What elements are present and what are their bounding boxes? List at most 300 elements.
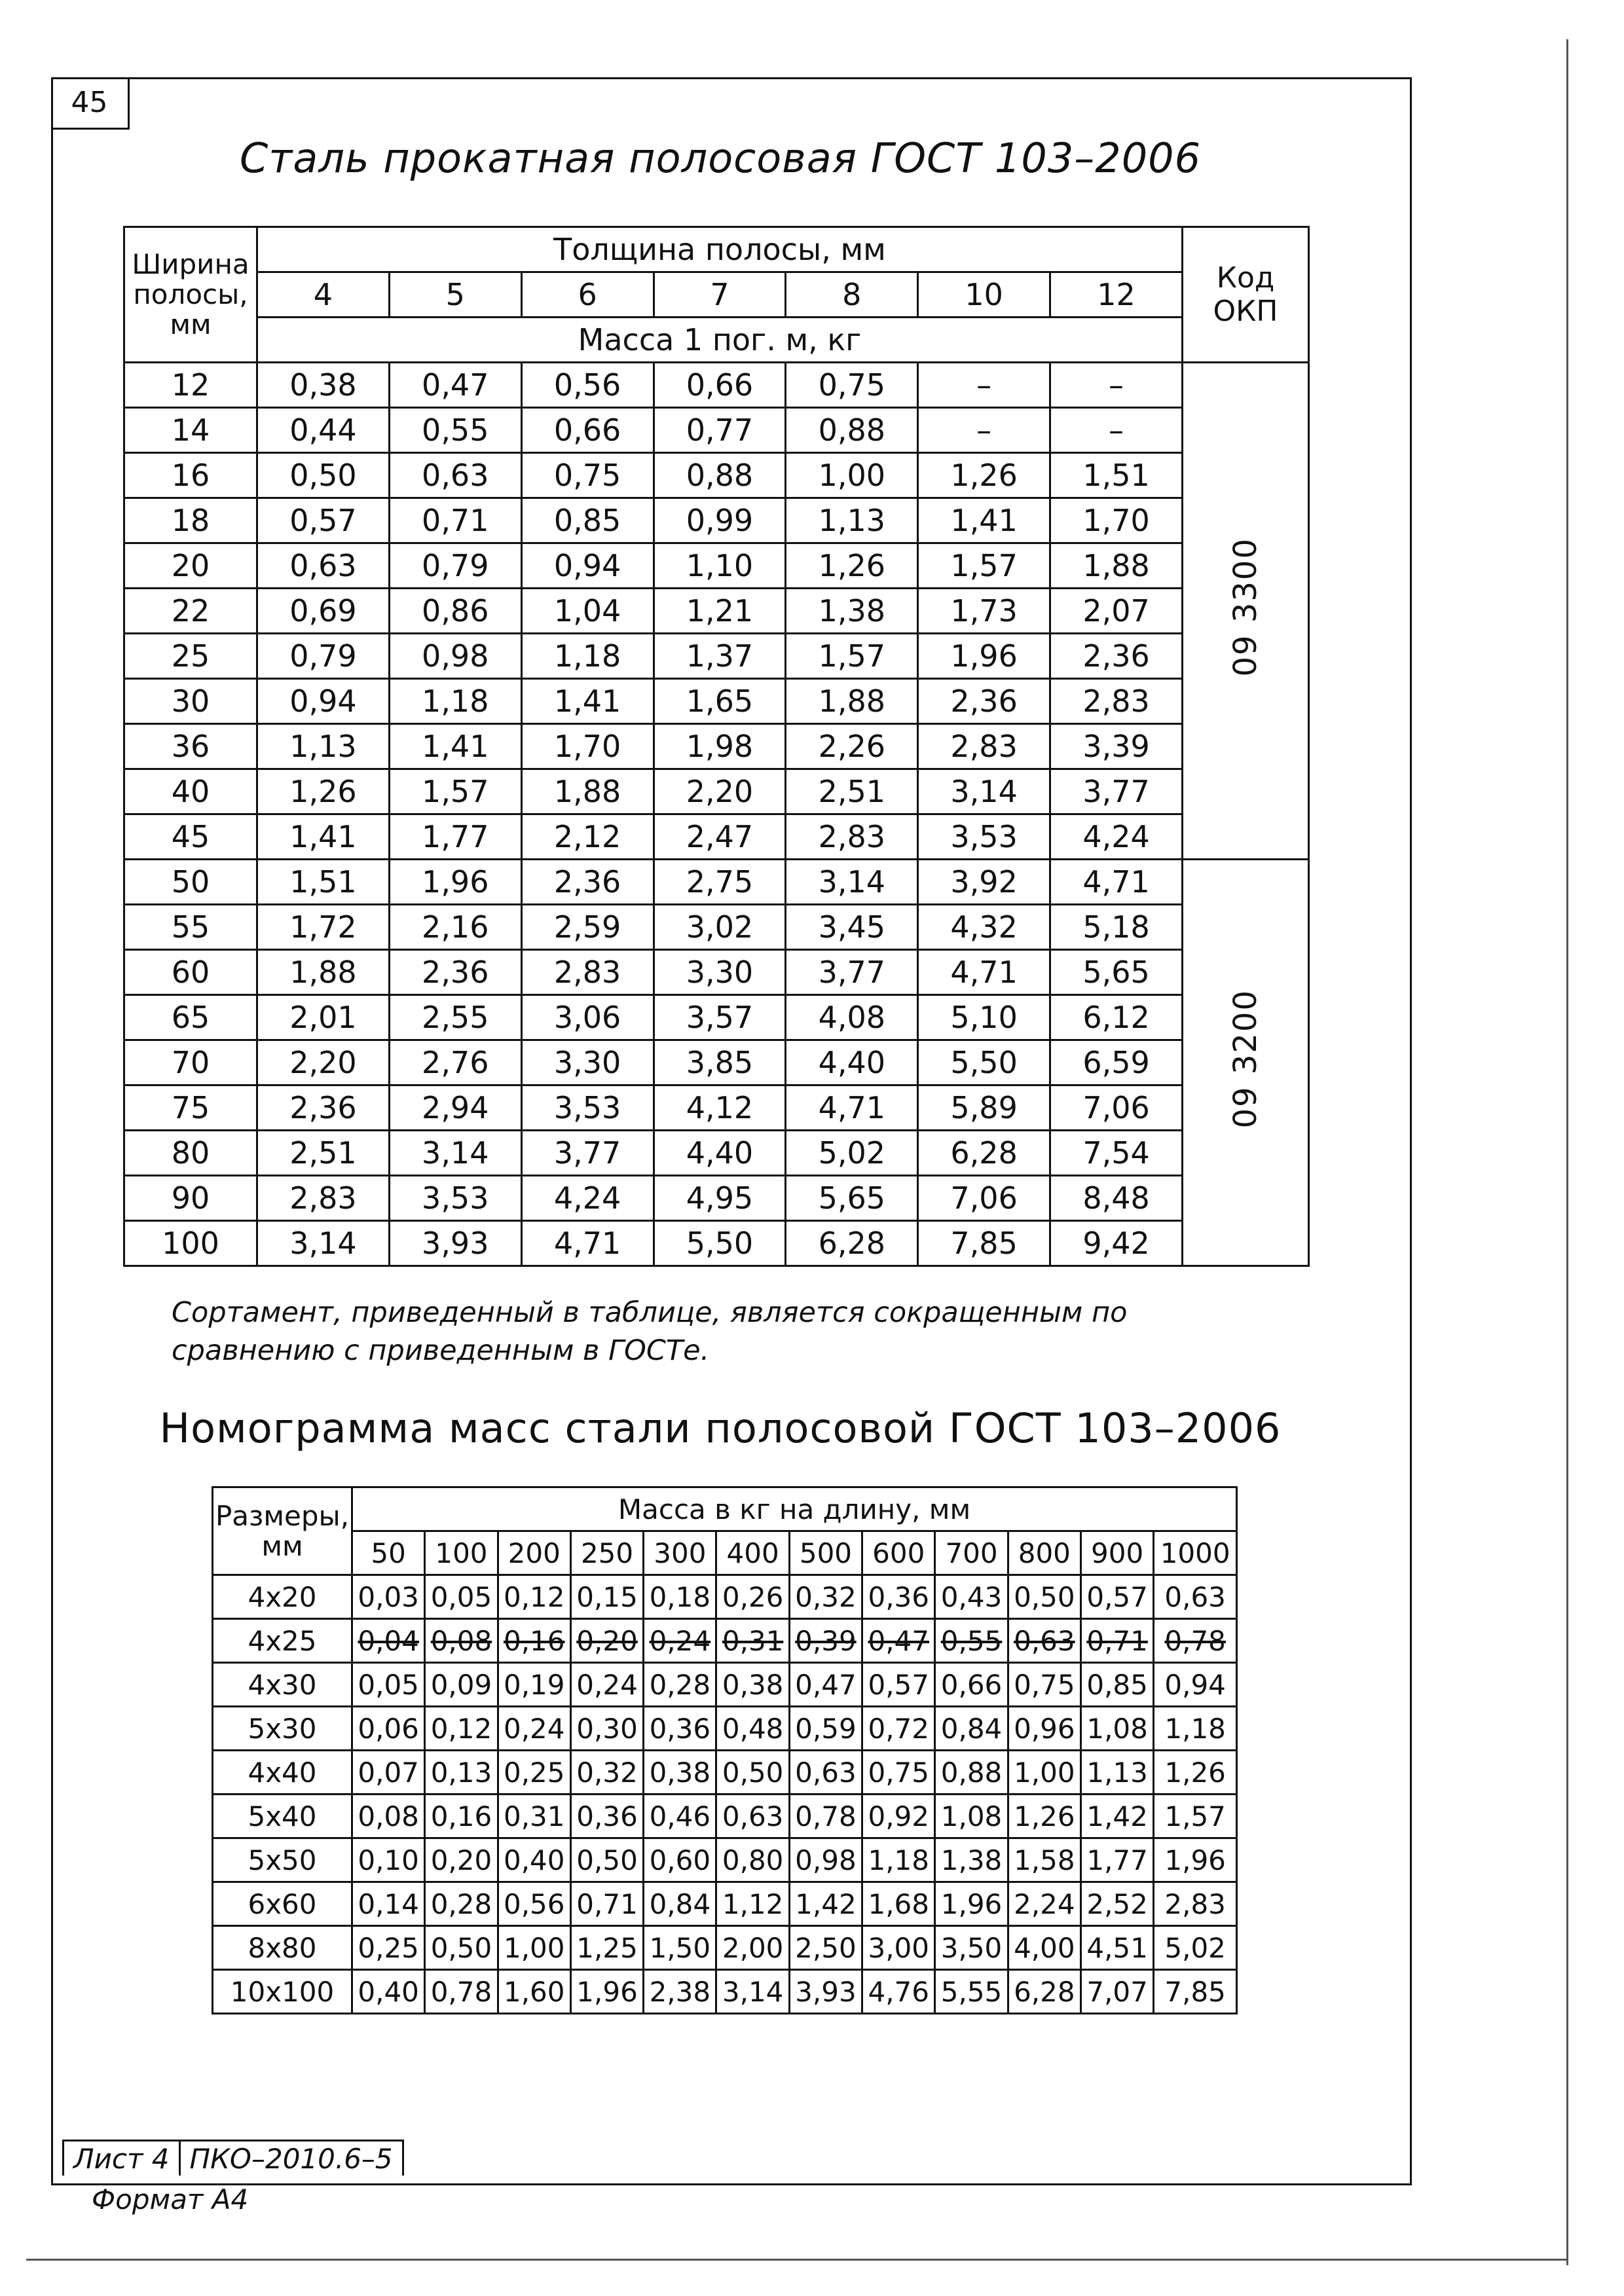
thickness-cell: 4 <box>257 272 390 318</box>
mass-cell: 0,50 <box>570 1838 643 1882</box>
length-cell: 50 <box>352 1531 425 1575</box>
mass-cell: 1,26 <box>1008 1795 1080 1838</box>
table-row <box>124 1040 1309 1085</box>
width-cell: 55 <box>124 905 257 950</box>
mass-cell: 0,24 <box>570 1663 643 1707</box>
table-row <box>213 1970 1237 2014</box>
mass-cell: 1,60 <box>498 1970 570 2014</box>
length-cell: 300 <box>644 1531 716 1575</box>
thickness-cell: 7 <box>654 272 786 318</box>
mass-cell: 0,59 <box>789 1707 862 1751</box>
mass-cell: 0,96 <box>1008 1707 1080 1751</box>
mass-cell: 0,20 <box>570 1619 643 1663</box>
mass-cell: 3,30 <box>521 1040 654 1085</box>
mass-cell: 1,37 <box>654 634 786 679</box>
mass-cell: 0,66 <box>654 363 786 408</box>
width-cell: 25 <box>124 634 257 679</box>
mass-cell: 0,55 <box>935 1619 1008 1663</box>
mass-cell: 0,43 <box>935 1575 1008 1619</box>
sheet-edge-right <box>1566 39 1568 2265</box>
table-row <box>124 860 1309 905</box>
mass-cell: 1,00 <box>498 1926 570 1970</box>
title-block <box>62 2140 404 2176</box>
mass-cell: 3,14 <box>918 769 1050 814</box>
mass-cell: 0,12 <box>498 1575 570 1619</box>
mass-cell: 0,32 <box>570 1751 643 1795</box>
mass-cell: 1,73 <box>918 589 1050 634</box>
mass-cell: 2,20 <box>654 769 786 814</box>
mass-cell: 1,26 <box>1154 1751 1237 1795</box>
mass-cell: 0,46 <box>644 1795 716 1838</box>
mass-cell: 4,71 <box>786 1085 918 1131</box>
mass-cell: 2,07 <box>1050 589 1183 634</box>
mass-cell: 1,18 <box>862 1838 935 1882</box>
mass-cell: 0,63 <box>789 1751 862 1795</box>
mass-cell: 5,65 <box>1050 950 1183 995</box>
mass-cell: 0,20 <box>425 1838 498 1882</box>
mass-cell: 1,77 <box>389 814 521 860</box>
mass-cell: – <box>918 363 1050 408</box>
mass-cell: 1,57 <box>918 543 1050 589</box>
mass-cell: 0,94 <box>1154 1663 1237 1707</box>
length-row <box>213 1531 1237 1575</box>
width-cell: 40 <box>124 769 257 814</box>
mass-cell: 4,71 <box>918 950 1050 995</box>
mass-cell: 4,95 <box>654 1176 786 1221</box>
mass-cell: 0,47 <box>789 1663 862 1707</box>
mass-cell: 5,02 <box>1154 1926 1237 1970</box>
mass-cell: 0,63 <box>716 1795 789 1838</box>
mass-cell: 0,09 <box>425 1663 498 1707</box>
mass-cell: 0,56 <box>498 1882 570 1926</box>
mass-cell: 2,83 <box>918 724 1050 769</box>
mass-cell: 1,96 <box>389 860 521 905</box>
mass-cell: 0,63 <box>1154 1575 1237 1619</box>
length-cell: 700 <box>935 1531 1008 1575</box>
mass-cell: 3,06 <box>521 995 654 1040</box>
mass-cell: 2,94 <box>389 1085 521 1131</box>
width-cell: 22 <box>124 589 257 634</box>
mass-cell: 1,18 <box>1154 1707 1237 1751</box>
mass-cell: 2,36 <box>1050 634 1183 679</box>
mass-cell: 3,53 <box>389 1176 521 1221</box>
mass-cell: 1,00 <box>786 453 918 498</box>
mass-cell: 4,00 <box>1008 1926 1080 1970</box>
length-cell: 400 <box>716 1531 789 1575</box>
mass-cell: 0,31 <box>716 1619 789 1663</box>
mass-cell: 3,77 <box>521 1131 654 1176</box>
mass-cell: 0,72 <box>862 1707 935 1751</box>
mass-cell: 1,21 <box>654 589 786 634</box>
mass-cell: 1,41 <box>918 498 1050 543</box>
table-row <box>213 1838 1237 1882</box>
mass-cell: 4,51 <box>1080 1926 1153 1970</box>
table-row <box>124 363 1309 408</box>
size-cell: 4х25 <box>213 1619 352 1663</box>
size-cell: 10х100 <box>213 1970 352 2014</box>
mass-cell: 5,02 <box>786 1131 918 1176</box>
mass-cell: 0,24 <box>498 1707 570 1751</box>
mass-cell: 0,98 <box>789 1838 862 1882</box>
mass-cell: 7,85 <box>1154 1970 1237 2014</box>
mass-cell: 1,04 <box>521 589 654 634</box>
mass-cell: 1,42 <box>1080 1795 1153 1838</box>
thickness-cell: 10 <box>918 272 1050 318</box>
mass-cell: 3,77 <box>1050 769 1183 814</box>
mass-cell: 2,83 <box>521 950 654 995</box>
mass-cell: 3,53 <box>918 814 1050 860</box>
mass-cell: 0,16 <box>498 1619 570 1663</box>
thickness-header: Толщина полосы, мм <box>257 227 1183 272</box>
mass-cell: 1,41 <box>257 814 390 860</box>
mass-cell: 2,36 <box>918 679 1050 724</box>
mass-cell: 7,07 <box>1080 1970 1153 2014</box>
mass-cell: 1,41 <box>521 679 654 724</box>
mass-cell: 0,07 <box>352 1751 425 1795</box>
table-row <box>124 1085 1309 1131</box>
mass-cell: – <box>1050 408 1183 453</box>
mass-cell: 3,14 <box>389 1131 521 1176</box>
thickness-cell: 8 <box>786 272 918 318</box>
mass-cell: 0,88 <box>935 1751 1008 1795</box>
mass-cell: 0,32 <box>789 1575 862 1619</box>
width-cell: 16 <box>124 453 257 498</box>
mass-cell: 0,50 <box>257 453 390 498</box>
mass-cell: 2,50 <box>789 1926 862 1970</box>
mass-cell: 1,18 <box>389 679 521 724</box>
mass-cell: 1,88 <box>521 769 654 814</box>
mass-cell: 2,51 <box>257 1131 390 1176</box>
mass-cell: 1,51 <box>1050 453 1183 498</box>
mass-cell: 1,96 <box>570 1970 643 2014</box>
table-row <box>213 1575 1237 1619</box>
sheet-label: Лист 4 <box>64 2141 181 2176</box>
table-row <box>124 814 1309 860</box>
mass-cell: 0,79 <box>257 634 390 679</box>
mass-cell: 1,58 <box>1008 1838 1080 1882</box>
mass-cell: 3,30 <box>654 950 786 995</box>
mass-cell: 0,71 <box>1080 1619 1153 1663</box>
mass-cell: 1,96 <box>1154 1838 1237 1882</box>
mass-cell: – <box>1050 363 1183 408</box>
size-cell: 6х60 <box>213 1882 352 1926</box>
mass-cell: 9,42 <box>1050 1221 1183 1266</box>
mass-cell: 2,00 <box>716 1926 789 1970</box>
mass-cell: 1,70 <box>521 724 654 769</box>
thickness-row <box>124 272 1309 318</box>
mass-cell: 0,66 <box>935 1663 1008 1707</box>
mass-cell: 0,08 <box>425 1619 498 1663</box>
mass-cell: 1,57 <box>786 634 918 679</box>
mass-cell: 3,45 <box>786 905 918 950</box>
table-row <box>124 1176 1309 1221</box>
table-row <box>124 769 1309 814</box>
length-cell: 250 <box>570 1531 643 1575</box>
mass-cell: 1,96 <box>935 1882 1008 1926</box>
length-cell: 600 <box>862 1531 935 1575</box>
mass-cell: 2,36 <box>389 950 521 995</box>
mass-cell: 2,59 <box>521 905 654 950</box>
mass-cell: 0,14 <box>352 1882 425 1926</box>
mass-cell: 1,98 <box>654 724 786 769</box>
mass-cell: 0,63 <box>1008 1619 1080 1663</box>
mass-cell: 1,00 <box>1008 1751 1080 1795</box>
mass-cell: 0,78 <box>789 1795 862 1838</box>
mass-cell: 0,75 <box>862 1751 935 1795</box>
length-mass-header: Масса в кг на длину, мм <box>352 1487 1237 1531</box>
mass-cell: 0,75 <box>786 363 918 408</box>
mass-cell: 0,92 <box>862 1795 935 1838</box>
mass-cell: 4,24 <box>1050 814 1183 860</box>
title-nomogram: Номограмма масс стали полосовой ГОСТ 103–2006 <box>159 1404 1282 1452</box>
mass-cell: 0,57 <box>257 498 390 543</box>
mass-cell: 0,30 <box>570 1707 643 1751</box>
mass-cell: 0,28 <box>425 1882 498 1926</box>
width-cell: 36 <box>124 724 257 769</box>
mass-cell: 0,25 <box>352 1926 425 1970</box>
mass-cell: 1,26 <box>257 769 390 814</box>
mass-cell: 0,63 <box>257 543 390 589</box>
mass-cell: 2,12 <box>521 814 654 860</box>
mass-cell: 7,54 <box>1050 1131 1183 1176</box>
mass-cell: 4,40 <box>786 1040 918 1085</box>
mass-cell: 0,88 <box>654 453 786 498</box>
mass-cell: 2,24 <box>1008 1882 1080 1926</box>
mass-cell: 0,63 <box>389 453 521 498</box>
mass-cell: 4,71 <box>1050 860 1183 905</box>
size-cell: 5х40 <box>213 1795 352 1838</box>
mass-cell: 0,44 <box>257 408 390 453</box>
mass-cell: 2,52 <box>1080 1882 1153 1926</box>
mass-cell: 1,13 <box>257 724 390 769</box>
mass-cell: 3,14 <box>257 1221 390 1266</box>
mass-cell: 2,51 <box>786 769 918 814</box>
mass-cell: 3,77 <box>786 950 918 995</box>
nomogram-table <box>212 1486 1238 2014</box>
mass-cell: 2,36 <box>257 1085 390 1131</box>
mass-cell: 0,85 <box>521 498 654 543</box>
table-row <box>124 950 1309 995</box>
mass-cell: 4,12 <box>654 1085 786 1131</box>
table-row <box>124 498 1309 543</box>
mass-cell: 0,19 <box>498 1663 570 1707</box>
mass-cell: 0,24 <box>644 1619 716 1663</box>
mass-cell: 1,38 <box>786 589 918 634</box>
table-row <box>213 1663 1237 1707</box>
mass-cell: 1,08 <box>935 1795 1008 1838</box>
mass-cell: 2,01 <box>257 995 390 1040</box>
table-row <box>124 634 1309 679</box>
mass-cell: 5,65 <box>786 1176 918 1221</box>
page-number: 45 <box>51 77 130 130</box>
mass-cell: 0,36 <box>862 1575 935 1619</box>
mass-cell: 0,36 <box>644 1707 716 1751</box>
mass-cell: 1,13 <box>786 498 918 543</box>
table-row <box>124 543 1309 589</box>
mass-cell: 2,75 <box>654 860 786 905</box>
size-cell: 4х40 <box>213 1751 352 1795</box>
mass-cell: 0,84 <box>644 1882 716 1926</box>
mass-cell: 0,71 <box>389 498 521 543</box>
mass-cell: 5,10 <box>918 995 1050 1040</box>
mass-cell: 0,40 <box>352 1970 425 2014</box>
mass-cell: 1,88 <box>786 679 918 724</box>
mass-cell: 0,86 <box>389 589 521 634</box>
mass-cell: 0,10 <box>352 1838 425 1882</box>
width-cell: 65 <box>124 995 257 1040</box>
mass-cell: 3,53 <box>521 1085 654 1131</box>
mass-header: Масса 1 пог. м, кг <box>257 318 1183 363</box>
mass-cell: 3,00 <box>862 1926 935 1970</box>
table-row <box>124 679 1309 724</box>
table-row <box>124 453 1309 498</box>
width-cell: 12 <box>124 363 257 408</box>
thickness-cell: 5 <box>389 272 521 318</box>
mass-cell: 1,88 <box>257 950 390 995</box>
mass-cell: 0,77 <box>654 408 786 453</box>
thickness-cell: 12 <box>1050 272 1183 318</box>
mass-cell: 0,47 <box>389 363 521 408</box>
mass-cell: 2,83 <box>257 1176 390 1221</box>
mass-cell: 4,71 <box>521 1221 654 1266</box>
mass-cell: 6,28 <box>1008 1970 1080 2014</box>
mass-cell: 2,76 <box>389 1040 521 1085</box>
mass-cell: 1,51 <box>257 860 390 905</box>
mass-cell: 1,41 <box>389 724 521 769</box>
mass-cell: 1,68 <box>862 1882 935 1926</box>
mass-cell: 0,18 <box>644 1575 716 1619</box>
mass-cell: 0,56 <box>521 363 654 408</box>
mass-cell: 2,20 <box>257 1040 390 1085</box>
format-label: Формат А4 <box>92 2183 249 2215</box>
mass-cell: 0,06 <box>352 1707 425 1751</box>
mass-cell: 0,13 <box>425 1751 498 1795</box>
mass-cell: 2,55 <box>389 995 521 1040</box>
mass-cell: 1,88 <box>1050 543 1183 589</box>
length-cell: 800 <box>1008 1531 1080 1575</box>
mass-cell: 0,04 <box>352 1619 425 1663</box>
sheet-edge-bottom <box>26 2259 1568 2261</box>
mass-cell: 5,18 <box>1050 905 1183 950</box>
length-cell: 100 <box>425 1531 498 1575</box>
mass-cell: 1,50 <box>644 1926 716 1970</box>
mass-cell: 0,66 <box>521 408 654 453</box>
mass-cell: 1,26 <box>918 453 1050 498</box>
width-cell: 18 <box>124 498 257 543</box>
mass-cell: 5,89 <box>918 1085 1050 1131</box>
length-cell: 500 <box>789 1531 862 1575</box>
mass-cell: 0,88 <box>786 408 918 453</box>
mass-cell: 1,26 <box>786 543 918 589</box>
mass-cell: 0,26 <box>716 1575 789 1619</box>
title-steel-strip: Сталь прокатная полосовая ГОСТ 103–2006 <box>239 134 1202 182</box>
okp-header: Код ОКП <box>1183 227 1309 363</box>
width-cell: 45 <box>124 814 257 860</box>
mass-cell: 5,50 <box>654 1221 786 1266</box>
mass-cell: 3,92 <box>918 860 1050 905</box>
mass-cell: 0,57 <box>1080 1575 1153 1619</box>
width-cell: 100 <box>124 1221 257 1266</box>
mass-cell: 1,72 <box>257 905 390 950</box>
mass-cell: 2,83 <box>1154 1882 1237 1926</box>
mass-cell: 0,94 <box>521 543 654 589</box>
table-row <box>124 995 1309 1040</box>
mass-cell: 1,77 <box>1080 1838 1153 1882</box>
mass-cell: 1,38 <box>935 1838 1008 1882</box>
col-width-header: Ширина полосы, мм <box>124 227 257 363</box>
length-cell: 900 <box>1080 1531 1153 1575</box>
mass-cell: 0,50 <box>425 1926 498 1970</box>
mass-cell: 0,38 <box>644 1751 716 1795</box>
mass-cell: 0,75 <box>1008 1663 1080 1707</box>
okp-code: 09 3300 <box>1227 538 1264 677</box>
table-row <box>213 1751 1237 1795</box>
mass-cell: 0,48 <box>716 1707 789 1751</box>
mass-cell: 3,93 <box>789 1970 862 2014</box>
okp-code-cell <box>1183 363 1309 860</box>
mass-cell: 4,08 <box>786 995 918 1040</box>
mass-cell: 0,99 <box>654 498 786 543</box>
mass-cell: 2,36 <box>521 860 654 905</box>
mass-cell: 0,28 <box>644 1663 716 1707</box>
width-cell: 50 <box>124 860 257 905</box>
strip-mass-table <box>123 226 1310 1267</box>
mass-cell: 0,55 <box>389 408 521 453</box>
mass-cell: 0,05 <box>425 1575 498 1619</box>
mass-cell: 1,25 <box>570 1926 643 1970</box>
mass-cell: 3,14 <box>786 860 918 905</box>
mass-cell: 4,32 <box>918 905 1050 950</box>
mass-cell: 3,57 <box>654 995 786 1040</box>
table-row <box>124 589 1309 634</box>
width-cell: 14 <box>124 408 257 453</box>
mass-cell: 1,42 <box>789 1882 862 1926</box>
table-row <box>213 1619 1237 1663</box>
table-row <box>124 408 1309 453</box>
table-row <box>213 1926 1237 1970</box>
mass-cell: 2,47 <box>654 814 786 860</box>
mass-cell: 0,38 <box>257 363 390 408</box>
mass-cell: 0,78 <box>425 1970 498 2014</box>
mass-cell: 3,93 <box>389 1221 521 1266</box>
mass-cell: 2,26 <box>786 724 918 769</box>
mass-cell: 3,39 <box>1050 724 1183 769</box>
size-cell: 5х30 <box>213 1707 352 1751</box>
table-row <box>213 1795 1237 1838</box>
mass-cell: 1,70 <box>1050 498 1183 543</box>
mass-cell: 4,24 <box>521 1176 654 1221</box>
table-row <box>124 724 1309 769</box>
mass-cell: 0,38 <box>716 1663 789 1707</box>
mass-cell: 2,83 <box>786 814 918 860</box>
mass-cell: 0,80 <box>716 1838 789 1882</box>
mass-cell: 0,50 <box>716 1751 789 1795</box>
document-code: ПКО–2010.6–5 <box>189 2142 393 2175</box>
mass-cell: 0,50 <box>1008 1575 1080 1619</box>
table-row <box>124 905 1309 950</box>
mass-cell: 0,05 <box>352 1663 425 1707</box>
mass-cell: 7,85 <box>918 1221 1050 1266</box>
mass-cell: 3,85 <box>654 1040 786 1085</box>
width-cell: 70 <box>124 1040 257 1085</box>
mass-cell: 0,98 <box>389 634 521 679</box>
length-cell: 1000 <box>1154 1531 1237 1575</box>
table-row <box>213 1882 1237 1926</box>
mass-cell: 0,03 <box>352 1575 425 1619</box>
size-cell: 4х20 <box>213 1575 352 1619</box>
mass-cell: 0,85 <box>1080 1663 1153 1707</box>
mass-cell: 0,36 <box>570 1795 643 1838</box>
